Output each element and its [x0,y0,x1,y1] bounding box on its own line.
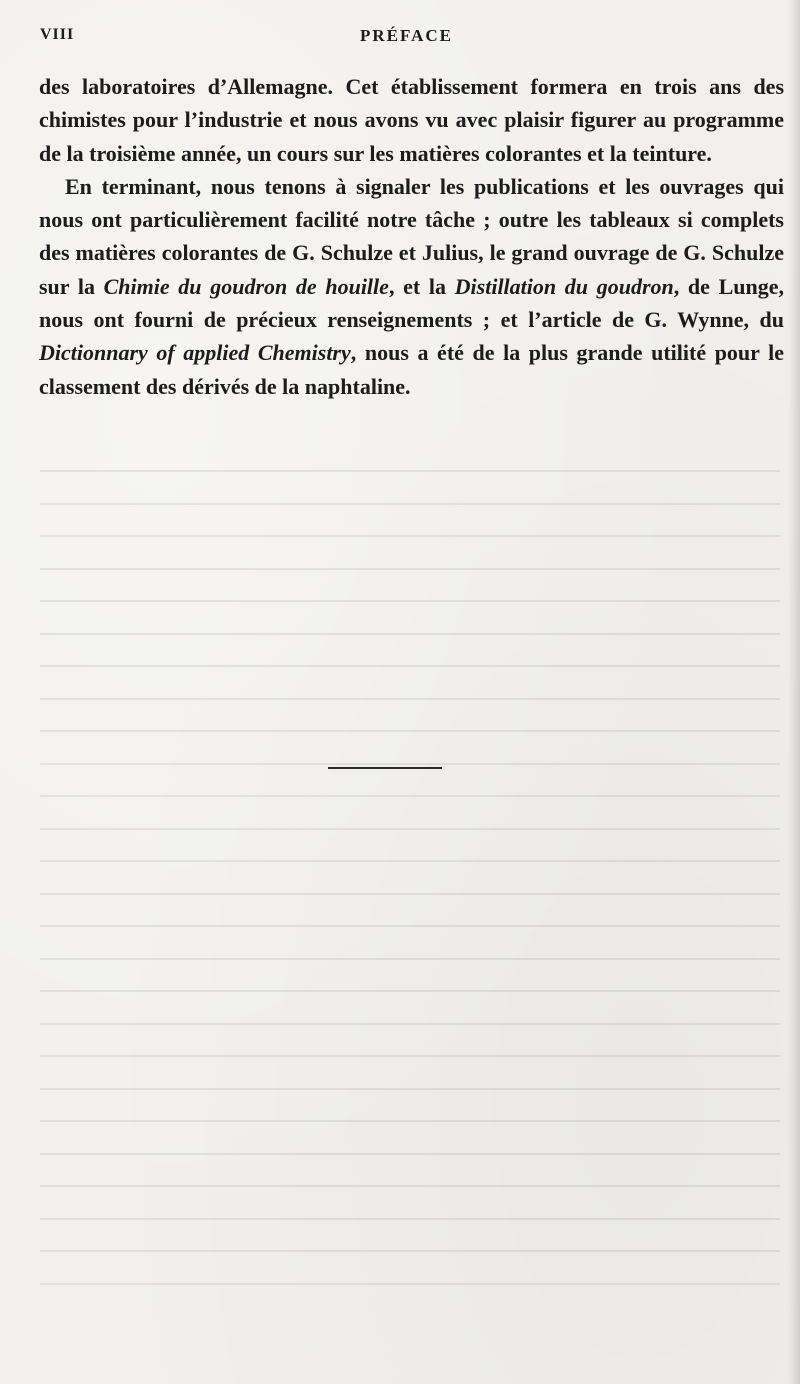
reverse-page-show-through [40,470,780,1350]
paragraph-1-text: des laboratoires d’Allemagne. Cet établissement formera en trois ans des chimistes pour l’industrie et nous avons vu avec plaisir figurer au programme de la troisième année, un cours sur les matières colorantes et la teinture. [39,74,784,166]
paragraph-2-text-1: En terminant, nous tenons à signaler les publications et les ouvrages qui nous ont particulièrement facilité notre tâche ; outre les tableaux si complets des matières colorantes de G. Schulze et Julius, le grand ouvrage de G. Schulze sur la [39,173,784,299]
title-chimie-du-goudron: Chimie du goudron de houille [103,273,389,299]
running-title: PRÉFACE [360,26,454,45]
page-number: VIII [40,26,75,43]
title-dictionnary-applied-chemistry: Dictionnary of applied Chemistry [39,340,351,366]
paragraph-2-text-3: , de Lunge, nous ont fourni de précieux renseignements ; et l’article de G. Wynne, du [39,273,785,333]
paragraph-1 [39,70,784,170]
body-text [39,70,784,403]
title-distillation-du-goudron: Distillation du goudron [454,273,674,299]
paragraph-2-text-4: , nous a été de la plus grande utilité pour le classement des dérivés de la naphtaline. [39,340,784,399]
page-edge-shadow [788,0,800,1384]
page-header [40,26,780,48]
paragraph-2-text-2: , et la [388,273,455,299]
paragraph-2 [39,170,784,403]
section-divider [328,767,442,769]
